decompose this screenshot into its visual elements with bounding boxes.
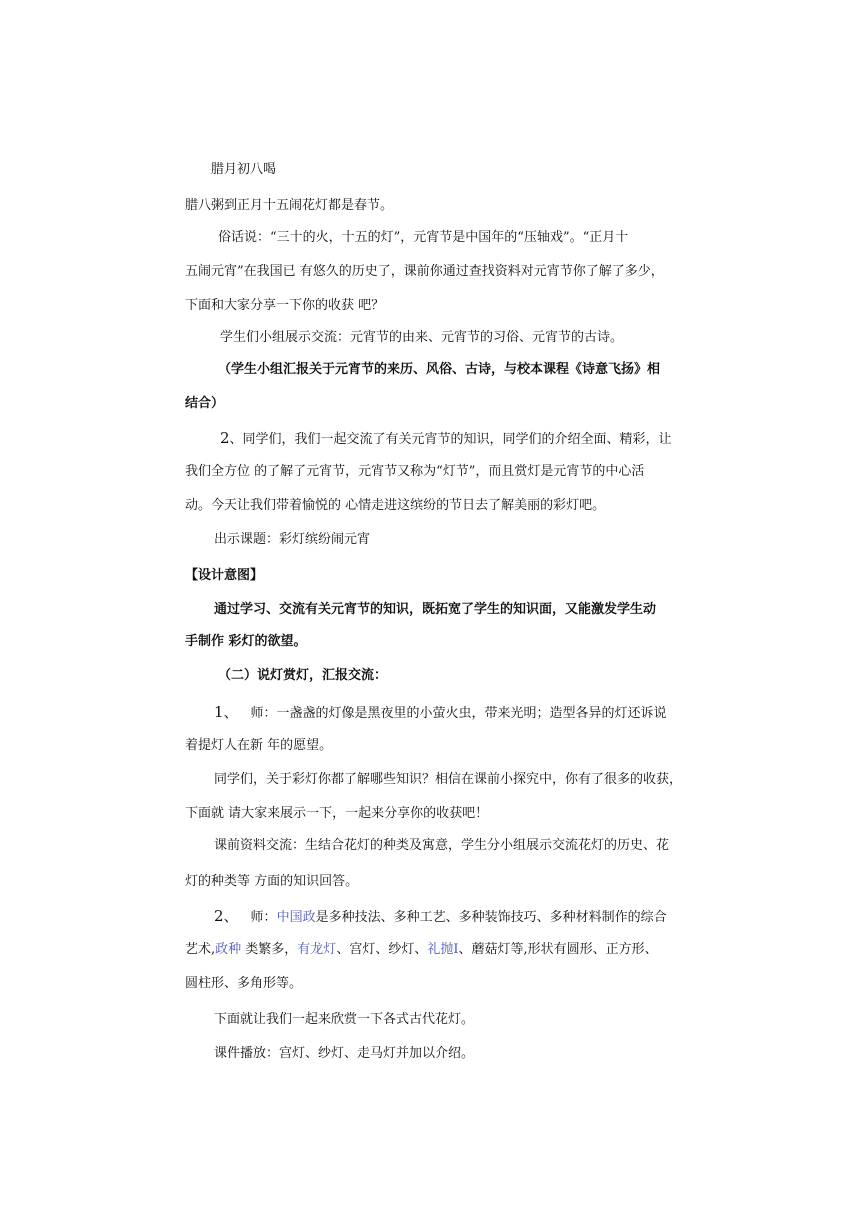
- paragraph-line: 俗话说：“三十的火，十五的灯”，元宵节是中国年的“压轴戏”。“正月十: [218, 230, 629, 245]
- paragraph-text: 、同学们，我们一起交流了有关元宵节的知识，同学们的介绍全面、精彩，让: [229, 432, 672, 447]
- paragraph-line: （学生小组汇报关于元宵节的来历、风俗、古诗，与校本课程《诗意飞扬》相: [218, 362, 661, 377]
- paragraph-line: 下面就 请大家来展示一下，一起来分享你的收获吧！: [185, 806, 489, 821]
- paragraph-text: 、蘑菇灯等,形状有圆形、正方形、: [458, 942, 658, 957]
- paragraph-line: 五闹元宵”在我国已 有悠久的历史了，课前你通过查找资料对元宵节你了解了多少，: [185, 264, 664, 279]
- paragraph-text: 类繁多，: [241, 942, 298, 957]
- hyperlink[interactable]: 有龙灯: [297, 942, 337, 957]
- paragraph-line: [220, 428, 672, 448]
- paragraph-line: 我们全方位 的了解了元宵节，元宵节又称为“灯节”，而且赏灯是元宵节的中心活: [185, 464, 645, 479]
- paragraph-line: 下面就让我们一起来欣赏一下各式古代花灯。: [214, 1012, 475, 1027]
- paragraph-line: 同学们，关于彩灯你都了解哪些知识？相信在课前小探究中，你有了很多的收获，: [214, 772, 683, 787]
- list-number: 1、: [214, 703, 239, 721]
- paragraph-text: 师：: [250, 910, 277, 925]
- section-heading: （二）说灯赏灯，汇报交流：: [218, 668, 388, 683]
- list-number: 2、: [214, 907, 239, 925]
- paragraph-text: 、宫灯、纱灯、: [336, 942, 428, 957]
- paragraph-line: 课件播放：宫灯、纱灯、走马灯并加以介绍。: [214, 1046, 475, 1061]
- paragraph-text: 是多种技法、多种工艺、多种装饰技巧、多种材料制作的综合: [315, 910, 667, 925]
- paragraph-line: 学生们小组展示交流：元宵节的由来、元宵节的习俗、元宵节的古诗。: [220, 330, 624, 345]
- paragraph-line: 腊八粥到正月十五闹花灯都是春节。: [185, 198, 394, 213]
- paragraph-line: 出示课题：彩灯缤纷闹元宵: [214, 532, 371, 547]
- paragraph-text: 师：一盏盏的灯像是黑夜里的小萤火虫，带来光明；造型各异的灯还诉说: [250, 706, 667, 721]
- hyperlink[interactable]: 礼抛I: [427, 942, 459, 957]
- paragraph-line: [214, 702, 667, 722]
- paragraph-line: 课前资料交流：生结合花灯的种类及寓意，学生分小组展示交流花灯的历史、花: [214, 838, 670, 853]
- paragraph-line: 腊月初八喝: [211, 162, 277, 177]
- paragraph-line: 通过学习、交流有关元宵节的知识，既拓宽了学生的知识面，又能激发学生动: [214, 602, 657, 617]
- paragraph-line: 着提灯人在新 年的愿望。: [185, 738, 333, 753]
- hyperlink[interactable]: 中国政: [276, 910, 316, 925]
- paragraph-line: [214, 906, 667, 926]
- paragraph-line: 手制作 彩灯的欲望。: [185, 634, 307, 649]
- hyperlink[interactable]: 政种: [215, 942, 242, 957]
- paragraph-line: 圆柱形、多角形等。: [185, 976, 303, 991]
- section-heading: 【设计意图】: [185, 568, 264, 583]
- paragraph-line: 灯的种类等 方面的知识回答。: [185, 874, 359, 889]
- paragraph-line: 结合）: [185, 396, 225, 411]
- paragraph-line: 下面和大家分享一下你的收获 吧？: [185, 298, 385, 313]
- paragraph-line: [185, 940, 658, 960]
- paragraph-line: 动。今天让我们带着愉悦的 心情走进这缤纷的节日去了解美丽的彩灯吧。: [185, 498, 606, 513]
- paragraph-text: 艺术,: [185, 942, 216, 957]
- list-number: 2: [220, 429, 230, 447]
